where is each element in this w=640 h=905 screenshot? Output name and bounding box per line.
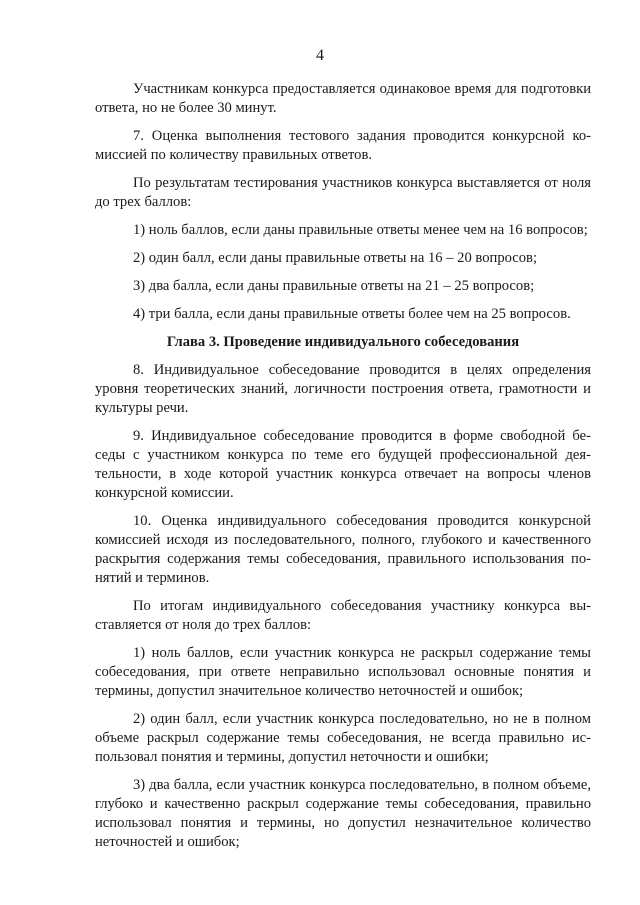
- list-item-test-three-points: 4) три балла, если даны правильные ответы более чем на 25 вопросов.: [133, 306, 571, 322]
- list-item-interview-two-points: 3) два балла, если участник конкурса последовательно, в полном объеме, глубоко и качественно раскрыл содержание темы собеседования, правильно использовал понятия и термины, но допустил незначительное количество неточностей и ошибок;: [95, 777, 591, 850]
- list-item-interview-zero-points: 1) ноль баллов, если участник конкурса не раскрыл содержание темы собеседования, при ответе неправильно использовал основные понятия и термины, допустил значительное количество неточностей и ошибок;: [95, 645, 591, 699]
- paragraph-interview-scoring-intro: По итогам индивидуального собеседования участнику конкурса выставляется от ноля до трех баллов:: [95, 598, 591, 633]
- list-item-test-two-points: 3) два балла, если даны правильные ответы на 21 – 25 вопросов;: [133, 278, 535, 294]
- paragraph-8-interview-purpose: 8. Индивидуальное собеседование проводится в целях определения уровня теоретических знаний, логичности построения ответа, грамотности и культуры речи.: [95, 362, 591, 416]
- document-body: [95, 80, 591, 861]
- page-number: 4: [316, 47, 324, 64]
- paragraph-7-test-evaluation: 7. Оценка выполнения тестового задания проводится конкурсной комиссией по количеству правильных ответов.: [95, 128, 591, 163]
- paragraph-9-interview-form: 9. Индивидуальное собеседование проводится в форме свободной беседы с участником конкурса по теме его будущей профессиональной деятельности, в ходе которой участник конкурса отвечает на вопросы членов конкурсной комиссии.: [95, 428, 591, 501]
- paragraph-preparation-time: Участникам конкурса предоставляется одинаковое время для подготовки ответа, но не более 30 минут.: [95, 81, 591, 116]
- paragraph-10-interview-evaluation: 10. Оценка индивидуального собеседования проводится конкурсной комиссией исходя из последовательного, полного, глубокого и качественного раскрытия содержания темы собеседования, правильного использования понятий и терминов.: [95, 513, 591, 586]
- list-item-test-zero-points: 1) ноль баллов, если даны правильные ответы менее чем на 16 вопросов;: [133, 222, 588, 238]
- paragraph-test-scoring-intro: По результатам тестирования участников конкурса выставляется от ноля до трех баллов:: [95, 175, 591, 210]
- list-item-interview-one-point: 2) один балл, если участник конкурса последовательно, но не в полном объеме раскрыл содержание темы собеседования, не всегда правильно использовал понятия и термины, допустил неточности и ошибки;: [95, 711, 591, 765]
- chapter-heading: Глава 3. Проведение индивидуального собеседования: [166, 334, 520, 350]
- list-item-test-one-point: 2) один балл, если даны правильные ответы на 16 – 20 вопросов;: [133, 250, 537, 266]
